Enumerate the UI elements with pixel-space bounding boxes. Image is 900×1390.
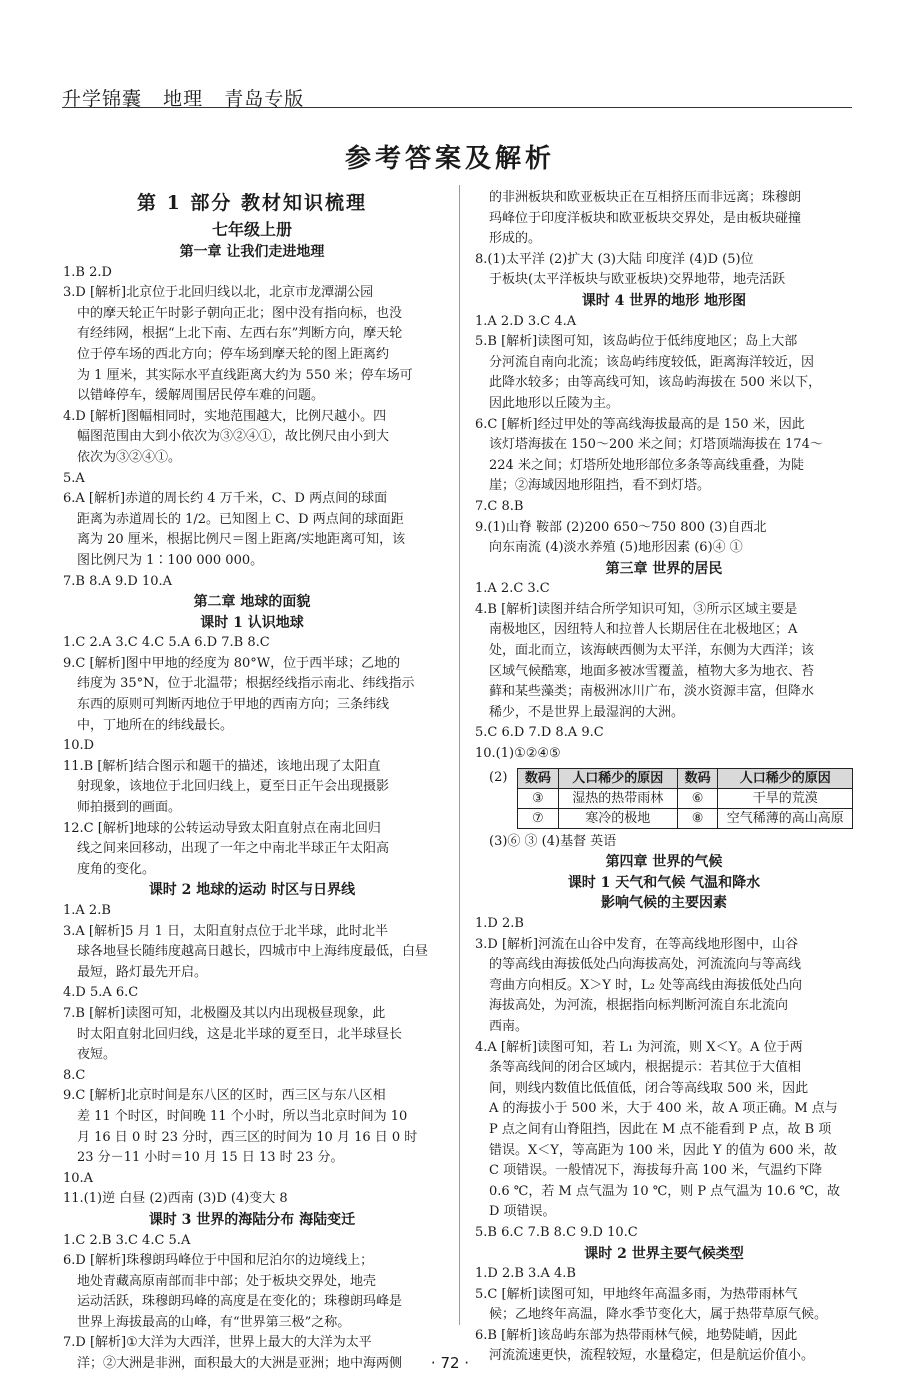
answer-continuation-line: 玛峰位于印度洋板块和欧亚板块交界处，是由板块碰撞 <box>489 210 802 226</box>
answer-line: 7.D [解析]①大洋为大西洋，世界上最大的大洋为太平 <box>63 1335 372 1351</box>
answer-line: 12.C [解析]地球的公转运动导致太阳直射点在南北回归 <box>63 820 381 836</box>
answer-continuation-line: 依次为③②④①。 <box>77 449 182 465</box>
answer-line: 1.D 2.B <box>475 916 524 931</box>
section-heading: 影响气候的主要因素 <box>601 895 727 912</box>
answer-line: 5.C [解析]读图可知，甲地终年高温多雨，为热带雨林气 <box>475 1286 798 1302</box>
answer-continuation-line: 形成的。 <box>489 231 542 247</box>
answer-continuation-line: P 点之间有山脊阻挡，因此在 M 点不能看到 P 点，故 B 项 <box>489 1121 832 1137</box>
table-header-cell: 人口稀少的原因 <box>558 768 677 788</box>
answer-continuation-line: 的非洲板块和欧亚板块正在互相挤压而非远离；珠穆朗 <box>489 190 802 205</box>
answer-continuation-line: 运动活跃，珠穆朗玛峰的高度是在变化的；珠穆朗玛峰是 <box>77 1294 403 1310</box>
page-number: · 72 · <box>430 1354 470 1372</box>
answer-continuation-line: 0.6 ℃，若 M 点气温为 10 ℃，则 P 点气温为 10.6 ℃，故 <box>489 1183 841 1199</box>
answer-continuation-line: 处，面北而立，该海峡西侧为太平洋，东侧为大西洋；该 <box>489 643 815 659</box>
answer-line: 3.D [解析]河流在山谷中发育，在等高线地形图中，山谷 <box>475 936 799 952</box>
answer-line: 3.A [解析]5 月 1 日，太阳直射点位于北半球，此时北半 <box>63 923 389 939</box>
answer-continuation-line: 球各地昼长随纬度越高日越长，四城市中上海纬度最低，白昼 <box>77 944 429 960</box>
column-divider <box>459 185 460 1325</box>
page-title: 参考答案及解析 <box>344 144 555 174</box>
answer-continuation-line: 南极地区，因纽特人和拉普人长期居住在北极地区；A <box>489 622 798 638</box>
table-cell: 空气稀薄的高山高原 <box>718 808 853 828</box>
answer-continuation-line: 月 16 日 0 时 23 分时，西三区的时间为 10 月 16 日 0 时 <box>77 1129 418 1145</box>
answer-continuation-line: (3)⑥ ③ (4)基督 英语 <box>489 833 617 849</box>
answer-line: 9.C [解析]图中甲地的经度为 80°W，位于西半球；乙地的 <box>63 655 401 671</box>
answer-continuation-line: 河流流速更快，流程较短，水量稳定，但是航运价值小。 <box>489 1348 815 1364</box>
header-rule <box>62 107 852 108</box>
answer-line: 10.D <box>63 738 95 754</box>
answer-continuation-line: 西南。 <box>489 1018 529 1034</box>
grade-heading: 七年级上册 <box>211 220 292 239</box>
answer-continuation-line: 此降水较多；由等高线可知，该岛屿海拔在 500 米以下， <box>489 375 822 391</box>
answer-continuation-line: 离为 20 厘米，根据比例尺＝图上距离/实地距离可知，该 <box>77 532 406 548</box>
answer-continuation-line: 崖；②海域因地形阻挡，看不到灯塔。 <box>489 478 711 494</box>
answer-continuation-line: 23 分－11 小时＝10 月 15 日 13 时 23 分。 <box>77 1150 344 1166</box>
answer-line: 4.A [解析]读图可知，若 L₁ 为河流，则 X＜Y。A 位于两 <box>475 1039 803 1055</box>
answer-line: 5.A <box>63 470 85 486</box>
answer-continuation-line: 东西的原则可判断丙地位于甲地的西南方向；三条纬线 <box>77 697 390 713</box>
answer-continuation-line: 夜短。 <box>77 1047 117 1063</box>
answer-line: 7.B 8.A 9.D 10.A <box>63 573 173 589</box>
answer-continuation-line: 间，则线内数值比低值低，闭合等高线取 500 米，因此 <box>489 1080 809 1096</box>
answer-line: 1.D 2.B 3.A 4.B <box>475 1266 576 1282</box>
section-heading: 第一章 让我们走进地理 <box>179 244 325 260</box>
table-question-label: (2) <box>489 769 508 785</box>
left-column <box>63 188 441 1375</box>
answer-continuation-line: 分河流自南向北流；该岛屿纬度较低，距离海洋较近，因 <box>489 354 815 370</box>
answer-line: 9.C [解析]北京时间是东八区的区时，西三区与东八区相 <box>63 1088 386 1104</box>
answer-line: 6.D [解析]珠穆朗玛峰位于中国和尼泊尔的边境线上； <box>63 1253 374 1269</box>
answer-continuation-line: 以错峰停车，缓解周围居民停车难的问题。 <box>77 388 325 404</box>
population-table <box>517 768 853 829</box>
population-table-block <box>475 768 853 829</box>
answer-continuation-line: 藓和某些藻类；南极洲冰川广布，淡水资源丰富，但降水 <box>489 684 815 700</box>
answer-continuation-line: 稀少，不是世界上最湿润的大洲。 <box>489 704 685 720</box>
table-cell: 干旱的荒漠 <box>718 788 853 808</box>
answer-line: 3.D [解析]北京位于北回归线以北，北京市龙潭湖公园 <box>63 285 374 301</box>
answer-line: 6.C [解析]经过甲处的等高线海拔最高的是 150 米，因此 <box>475 416 805 432</box>
answer-continuation-line: 因此地形以丘陵为主。 <box>489 395 620 411</box>
answer-continuation-line: 师拍摄到的画面。 <box>77 800 182 816</box>
answer-continuation-line: 幅图范围由大到小依次为③②④①，故比例尺由小到大 <box>77 429 390 445</box>
answer-continuation-line: 世界上海拔最高的山峰，有“世界第三极”之称。 <box>77 1314 351 1330</box>
answer-line: 7.B [解析]读图可知，北极圈及其以内出现极昼现象，此 <box>63 1005 386 1021</box>
table-header-cell: 数码 <box>518 768 559 788</box>
part-heading: 第 1 部分 教材知识梳理 <box>136 192 368 214</box>
section-heading: 第四章 世界的气候 <box>605 854 723 871</box>
section-heading: 课时 2 世界主要气候类型 <box>584 1245 744 1262</box>
right-column-bottom <box>475 832 853 1367</box>
section-heading: 第二章 地球的面貌 <box>193 594 311 611</box>
answer-line: 10.(1)①②④⑤ <box>475 746 561 762</box>
answer-line: 5.C 6.D 7.D 8.A 9.C <box>475 725 604 741</box>
section-heading: 第三章 世界的居民 <box>605 560 723 577</box>
answer-line: 8.C <box>63 1067 86 1083</box>
answer-line: 9.(1)山脊 鞍部 (2)200 650～750 800 (3)自西北 <box>475 519 767 535</box>
table-cell: ⑧ <box>677 808 718 828</box>
table-cell: ③ <box>518 788 559 808</box>
answer-continuation-line: 于板块(太平洋板块与欧亚板块)交界地带，地壳活跃 <box>489 272 786 288</box>
answer-continuation-line: 最短，路灯最先开启。 <box>77 964 208 980</box>
answer-continuation-line: 海拔高处，为河流，根据指向标判断河流自东北流向 <box>489 998 789 1014</box>
answer-line: 1.A 2.B <box>63 903 111 918</box>
answer-continuation-line: 线之间来回移动，出现了一年之中南北半球正午太阳高 <box>77 841 390 857</box>
answer-line: 11.(1)逆 白昼 (2)西南 (3)D (4)变大 8 <box>63 1191 288 1207</box>
answer-continuation-line: 条等高线间的闭合区域内，根据提示：若其位于大值相 <box>489 1060 802 1076</box>
answer-continuation-line: 为 1 厘米，其实际水平直线距离大约为 550 米；停车场可 <box>77 367 413 383</box>
answer-continuation-line: 中的摩天轮正午时影子朝向正北；图中没有指向标，也没 <box>77 305 403 321</box>
answer-continuation-line: C 项错误。一般情况下，海拔每升高 100 米，气温约下降 <box>489 1163 823 1179</box>
answer-line: 11.B [解析]结合图示和题干的描述，该地出现了太阳直 <box>63 758 381 774</box>
answer-line: 5.B 6.C 7.B 8.C 9.D 10.C <box>475 1224 638 1240</box>
right-column <box>475 188 853 1367</box>
table-cell: ⑥ <box>677 788 718 808</box>
answer-continuation-line: 候；乙地终年高温，降水季节变化大，属于热带草原气候。 <box>489 1307 828 1323</box>
answer-continuation-line: 位于停车场的西北方向；停车场到摩天轮的图上距离约 <box>77 346 390 362</box>
answer-line: 1.A 2.D 3.C 4.A <box>475 313 577 329</box>
answer-continuation-line: 弯曲方向相反。X＞Y 时，L₂ 处等高线由海拔低处凸向 <box>489 977 802 993</box>
table-header-cell: 人口稀少的原因 <box>718 768 853 788</box>
answer-line: 4.D 5.A 6.C <box>63 985 139 1001</box>
answer-continuation-line: 向东南流 (4)淡水养殖 (5)地形因素 (6)④ ① <box>489 540 743 556</box>
answer-continuation-line: 时太阳直射北回归线，这是北半球的夏至日，北半球昼长 <box>77 1026 403 1042</box>
answer-continuation-line: 中，丁地所在的纬线最长。 <box>77 717 234 733</box>
book-header: 升学锦囊 地理 青岛专版 <box>62 88 305 110</box>
answer-continuation-line: A 的海拔小于 500 米，大于 400 米，故 A 项正确。M 点与 <box>489 1101 838 1117</box>
right-column-top <box>475 188 853 765</box>
answer-continuation-line: 差 11 个时区，时间晚 11 个小时，所以当北京时间为 10 <box>77 1108 408 1124</box>
answer-continuation-line: D 项错误。 <box>489 1204 556 1220</box>
table-cell: ⑦ <box>518 808 559 828</box>
answer-line: 5.B [解析]读图可知，该岛屿位于低纬度地区；岛上大部 <box>475 334 798 350</box>
answer-continuation-line: 该灯塔海拔在 150～200 米之间；灯塔顶端海拔在 174～ <box>489 437 823 453</box>
answer-line: 4.B [解析]读图并结合所学知识可知，③所示区域主要是 <box>475 601 798 617</box>
section-heading: 课时 1 认识地球 <box>200 614 304 631</box>
answer-line: 8.(1)太平洋 (2)扩大 (3)大陆 印度洋 (4)D (5)位 <box>475 251 754 267</box>
answer-continuation-line: 的等高线由海拔低处凸向海拔高处，河流流向与等高线 <box>489 957 802 973</box>
answer-continuation-line: 纬度为 35°N，位于北温带；根据经线指示南北、纬线指示 <box>77 676 415 692</box>
answer-continuation-line: 224 米之间；灯塔所处地形部位多条等高线重叠，为陡 <box>489 457 804 473</box>
answer-line: 1.C 2.A 3.C 4.C 5.A 6.D 7.B 8.C <box>63 635 270 651</box>
answer-line: 10.A <box>63 1170 94 1186</box>
answer-continuation-line: 区域气候酷寒，地面多被冰雪覆盖，植物大多为地衣、苔 <box>489 663 815 679</box>
answer-continuation-line: 错误。X＜Y，等高距为 100 米，因此 Y 的值为 600 米，故 <box>489 1142 837 1158</box>
answer-continuation-line: 洋；②大洲是非洲，面积最大的大洲是亚洲；地中海两侧 <box>77 1356 403 1372</box>
section-heading: 课时 3 世界的海陆分布 海陆变迁 <box>148 1211 356 1228</box>
answer-continuation-line: 度角的变化。 <box>77 861 156 877</box>
answer-line: 4.D [解析]图幅相同时，实地范围越大，比例尺越小。四 <box>63 408 387 424</box>
table-header-cell: 数码 <box>677 768 718 788</box>
table-cell: 寒冷的极地 <box>558 808 677 828</box>
answer-continuation-line: 距离为赤道周长的 1/2。已知图上 C、D 两点间的球面距 <box>77 511 404 527</box>
table-cell: 湿热的热带雨林 <box>558 788 677 808</box>
answer-continuation-line: 地处青藏高原南部而非中部；处于板块交界处，地壳 <box>77 1273 377 1289</box>
answer-line: 1.B 2.D <box>63 264 112 280</box>
answer-line: 6.A [解析]赤道的周长约 4 万千米，C、D 两点间的球面 <box>63 491 388 507</box>
table-row <box>518 808 853 828</box>
answer-line: 6.B [解析]该岛屿东部为热带雨林气候，地势陡峭，因此 <box>475 1327 798 1343</box>
answer-continuation-line: 射现象，该地位于北回归线上，夏至日正午会出现摄影 <box>77 779 390 795</box>
answer-continuation-line: 有经纬网，根据“上北下南、左西右东”判断方向，摩天轮 <box>77 326 403 342</box>
section-heading: 课时 1 天气和气候 气温和降水 <box>567 874 761 891</box>
section-heading: 课时 2 地球的运动 时区与日界线 <box>148 882 356 899</box>
answer-line: 1.C 2.B 3.C 4.C 5.A <box>63 1232 191 1248</box>
table-row <box>518 788 853 808</box>
answer-line: 1.A 2.C 3.C <box>475 581 550 597</box>
section-heading: 课时 4 世界的地形 地形图 <box>581 292 747 309</box>
answer-continuation-line: 图比例尺为 1∶100 000 000。 <box>77 552 264 568</box>
table-header-row <box>518 768 853 788</box>
answer-line: 7.C 8.B <box>475 498 524 514</box>
